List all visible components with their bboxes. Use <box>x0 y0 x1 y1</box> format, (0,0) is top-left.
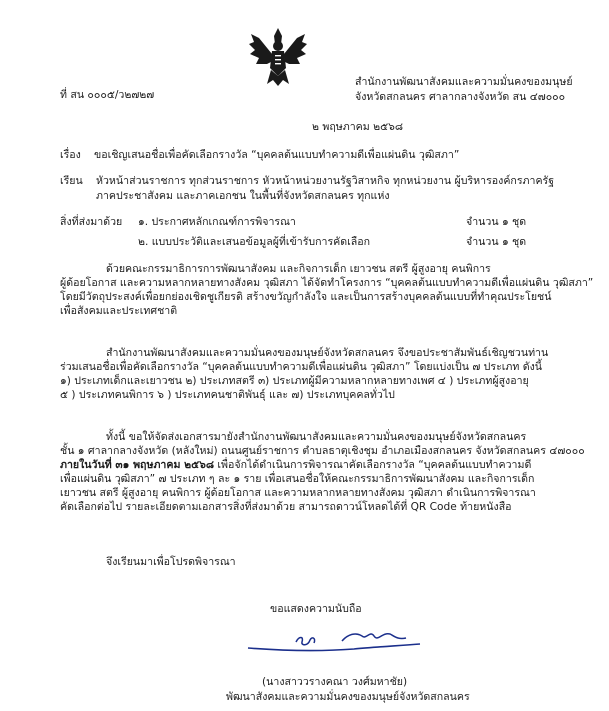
paragraph-line: ด้วยคณะกรรมาธิการการพัฒนาสังคม และกิจการเด็ก เยาวชน สตรี ผู้สูงอายุ คนพิการ <box>106 263 491 275</box>
paragraph-line: ๑) ประเภทเด็กและเยาวชน ๒) ประเภทสตรี ๓) ประเภทผู้มีความหลากหลายทางเพศ ๔ ) ประเภทผู้สูงอายุ <box>60 375 529 387</box>
paragraph-line: ร่วมเสนอชื่อเพื่อคัดเลือกรางวัล “บุคคลต้นแบบทำความดีเพื่อแผ่นดิน วุฒิสภา” โดยแบ่งเป็น ๗ ประเภท ดังนี้ <box>60 361 543 373</box>
closing-salutation: ขอแสดงความนับถือ <box>270 603 362 615</box>
document-number: ที่ สน ๐๐๐๕/ว๒๗๒๗ <box>60 89 155 101</box>
deadline-text: ภายในวันที่ ๓๑ พฤษภาคม ๒๕๖๘ <box>60 459 215 471</box>
paragraph-line: เพื่อสังคมและประเทศชาติ <box>60 305 178 317</box>
body-paragraph-2 <box>60 346 570 402</box>
paragraph-line: เพื่อแผ่นดิน วุฒิสภา” ๗ ประเภท ๆ ละ ๑ ราย เพื่อเสนอชื่อให้คณะกรรมาธิการพัฒนาสังคม และกิจการเด็ก <box>60 473 535 485</box>
enclosure-item: ๒. แบบประวัติและเสนอข้อมูลผู้ที่เข้ารับการคัดเลือก <box>138 236 371 248</box>
paragraph-line <box>60 458 570 472</box>
office-address-line2: จังหวัดสกลนคร ศาลากลางจังหวัด สน ๔๗๐๐๐ <box>355 91 566 103</box>
recipient-line2: ภาคประชาสังคม และภาคเอกชน ในพื้นที่จังหวัดสกลนคร ทุกแห่ง <box>96 190 390 202</box>
garuda-emblem-icon <box>245 24 311 88</box>
recipient-label: เรียน <box>60 175 83 187</box>
subject-label: เรื่อง <box>60 149 81 161</box>
paragraph-line: เยาวชน สตรี ผู้สูงอายุ คนพิการ ผู้ด้อยโอกาส และความหลากหลายทางสังคม วุฒิสภา ดำเนินการพิจารณา <box>60 487 536 499</box>
paragraph-text: เพื่อจักได้ดำเนินการพิจารณาคัดเลือกรางวัล “บุคคลต้นแบบทำความดี <box>214 459 532 471</box>
signer-position: พัฒนาสังคมและความมั่นคงของมนุษย์จังหวัดสกลนคร <box>226 691 470 703</box>
signer-name: (นางสาววรางคณา วงศ์มหาชัย) <box>262 676 408 688</box>
paragraph-line: คัดเลือกต่อไป รายละเอียดตามเอกสารสิ่งที่ส่งมาด้วย สามารถดาวน์โหลดได้ที่ QR Code ท้ายหนังสือ <box>60 501 512 513</box>
body-paragraph-1 <box>60 262 594 318</box>
office-address-line1: สำนักงานพัฒนาสังคมและความมั่นคงของมนุษย์ <box>355 76 573 88</box>
enclosure-qty: จำนวน ๑ ชุด <box>466 216 527 228</box>
paragraph-line: ทั้งนี้ ขอให้จัดส่งเอกสารมายังสำนักงานพัฒนาสังคมและความมั่นคงของมนุษย์จังหวัดสกลนคร <box>106 431 527 443</box>
paragraph-line: สำนักงานพัฒนาสังคมและความมั่นคงของมนุษย์จังหวัดสกลนคร จึงขอประชาสัมพันธ์เชิญชวนท่าน <box>106 347 549 359</box>
paragraph-line: ชั้น ๑ ศาลากลางจังหวัด (หลังใหม่) ถนนศูนย์ราชการ ตำบลธาตุเชิงชุม อำเภอเมืองสกลนคร จังหวัดสกลนคร ๔๗๐๐๐ <box>60 445 585 457</box>
enclosures-label: สิ่งที่ส่งมาด้วย <box>60 216 123 228</box>
paragraph-line: ผู้ด้อยโอกาส และความหลากหลายทางสังคม วุฒิสภา ได้จัดทำโครงการ “บุคคลต้นแบบทำความดีเพื่อแผ่นดิน วุฒิสภา” <box>60 277 594 289</box>
paragraph-line: โดยมีวัตถุประสงค์เพื่อยกย่องเชิดชูเกียรติ สร้างขวัญกำลังใจ และเป็นการสร้างบุคคลต้นแบบที่ทำคุณประโยชน์ <box>60 291 552 303</box>
paragraph-line: ๕ ) ประเภทคนพิการ ๖ ) ประเภทคนชาติพันธุ์ และ ๗) ประเภทบุคคลทั่วไป <box>60 389 395 401</box>
body-paragraph-3 <box>60 430 585 514</box>
enclosure-qty: จำนวน ๑ ชุด <box>466 236 527 248</box>
signature-image <box>244 622 434 656</box>
enclosure-item: ๑. ประกาศหลักเกณฑ์การพิจารณา <box>138 216 296 228</box>
closing-request: จึงเรียนมาเพื่อโปรดพิจารณา <box>106 556 236 568</box>
recipient-line1: หัวหน้าส่วนราชการ ทุกส่วนราชการ หัวหน้าหน่วยงานรัฐวิสาหกิจ ทุกหน่วยงาน ผู้บริหารองค์กรภาครัฐ <box>96 175 555 187</box>
document-date: ๒ พฤษภาคม ๒๕๖๘ <box>312 121 403 133</box>
subject-text: ขอเชิญเสนอชื่อเพื่อคัดเลือกรางวัล “บุคคลต้นแบบทำความดีเพื่อแผ่นดิน วุฒิสภา” <box>94 149 460 161</box>
